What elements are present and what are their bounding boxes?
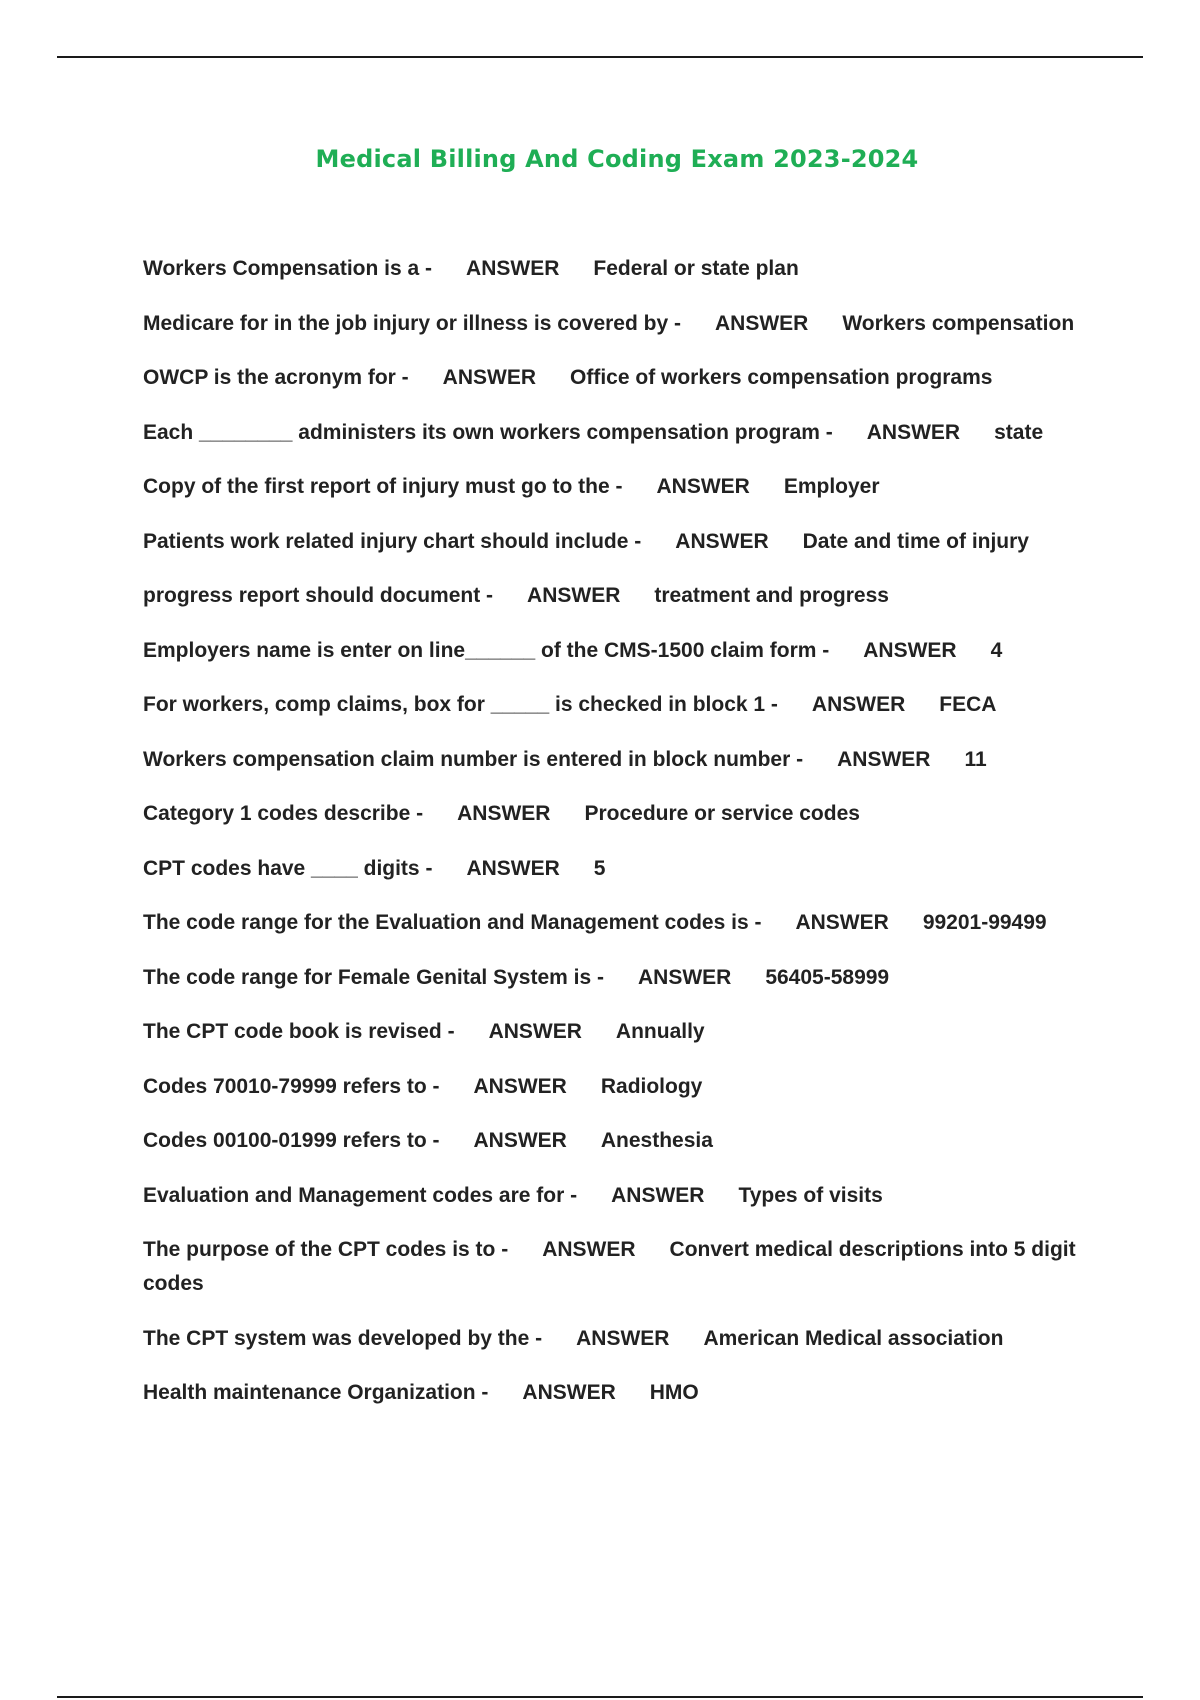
footer-rule	[57, 1696, 1143, 1698]
answer-label: ANSWER	[675, 529, 769, 553]
answer-label: ANSWER	[866, 420, 961, 444]
answer-label: ANSWER	[522, 1381, 616, 1404]
answer-text: Convert medical descriptions into 5 digit codes	[143, 1238, 1076, 1295]
answer-label: ANSWER	[527, 584, 621, 607]
answer-text: Annually	[615, 1020, 705, 1043]
answer-text: Federal or state plan	[593, 257, 799, 280]
answer-label: ANSWER	[637, 965, 732, 989]
answer-label: ANSWER	[863, 638, 957, 662]
question-text: The code range for the Evaluation and Management codes is -	[143, 911, 762, 934]
qa-item	[143, 1124, 1093, 1158]
qa-item	[143, 961, 1093, 995]
answer-label: ANSWER	[837, 747, 931, 771]
answer-label: ANSWER	[714, 311, 809, 335]
question-text: Employers name is enter on line______ of the CMS-1500 claim form -	[143, 638, 830, 662]
question-text: Codes 70010-79999 refers to -	[143, 1074, 440, 1098]
qa-item	[143, 1322, 1093, 1356]
answer-text: FECA	[939, 693, 997, 716]
answer-label: ANSWER	[656, 475, 750, 498]
answer-label: ANSWER	[442, 366, 537, 389]
answer-text: 56405-58999	[765, 965, 890, 989]
answer-label: ANSWER	[488, 1020, 582, 1043]
document-title: Medical Billing And Coding Exam 2023-2024	[315, 145, 919, 173]
qa-item	[143, 743, 1093, 777]
qa-item	[143, 307, 1093, 341]
qa-item	[143, 1233, 1093, 1301]
answer-text: treatment and progress	[654, 584, 889, 607]
qa-item	[143, 1015, 1093, 1049]
qa-item	[143, 579, 1093, 613]
qa-item	[143, 688, 1093, 722]
answer-text: 5	[593, 856, 606, 880]
answer-text: 4	[990, 638, 1003, 662]
answer-label: ANSWER	[466, 257, 560, 280]
question-text: The code range for Female Genital System is -	[143, 965, 604, 989]
question-text: The CPT system was developed by the -	[143, 1326, 543, 1350]
answer-label: ANSWER	[457, 802, 551, 825]
question-text: Category 1 codes describe -	[143, 802, 424, 825]
answer-text: Date and time of injury	[802, 529, 1029, 553]
answer-text: Types of visits	[738, 1183, 883, 1207]
question-text: Patients work related injury chart should include -	[143, 529, 642, 553]
answer-label: ANSWER	[611, 1183, 705, 1207]
question-text: Each ________ administers its own workers compensation program -	[143, 420, 833, 444]
question-text: Health maintenance Organization -	[143, 1381, 489, 1404]
answer-text: Office of workers compensation programs	[570, 366, 993, 389]
answer-label: ANSWER	[473, 1074, 567, 1098]
question-text: The purpose of the CPT codes is to -	[143, 1238, 509, 1261]
qa-item	[143, 416, 1093, 450]
question-text: Copy of the first report of injury must go to the -	[143, 475, 623, 498]
qa-item	[143, 1070, 1093, 1104]
question-text: OWCP is the acronym for -	[143, 366, 409, 389]
answer-label: ANSWER	[576, 1326, 670, 1350]
answer-label: ANSWER	[795, 911, 889, 934]
question-text: progress report should document -	[143, 584, 494, 607]
qa-item	[143, 797, 1093, 831]
question-text: Workers compensation claim number is entered in block number -	[143, 747, 804, 771]
qa-item	[143, 852, 1093, 886]
qa-list	[143, 252, 1093, 1431]
qa-item	[143, 1179, 1093, 1213]
answer-label: ANSWER	[473, 1129, 567, 1152]
question-text: For workers, comp claims, box for _____ is checked in block 1 -	[143, 693, 778, 716]
answer-label: ANSWER	[466, 856, 560, 880]
question-text: Codes 00100-01999 refers to -	[143, 1129, 440, 1152]
qa-item	[143, 634, 1093, 668]
question-text: Evaluation and Management codes are for -	[143, 1183, 578, 1207]
qa-item	[143, 1376, 1093, 1410]
question-text: Workers Compensation is a -	[143, 257, 433, 280]
question-text: CPT codes have ____ digits -	[143, 856, 433, 880]
question-text: The CPT code book is revised -	[143, 1020, 455, 1043]
answer-text: American Medical association	[703, 1326, 1004, 1350]
answer-text: Procedure or service codes	[584, 802, 860, 825]
question-text: Medicare for in the job injury or illness is covered by -	[143, 311, 681, 335]
answer-text: state	[994, 420, 1044, 444]
qa-item	[143, 361, 1093, 395]
answer-label: ANSWER	[811, 693, 906, 716]
answer-text: Radiology	[600, 1074, 703, 1098]
answer-text: Employer	[783, 475, 880, 498]
answer-text: 99201-99499	[922, 911, 1047, 934]
header-rule	[57, 56, 1143, 58]
answer-text: 11	[964, 747, 987, 771]
answer-label: ANSWER	[542, 1238, 636, 1261]
answer-text: HMO	[649, 1381, 699, 1404]
answer-text: Anesthesia	[600, 1129, 713, 1152]
qa-item	[143, 906, 1093, 940]
qa-item	[143, 525, 1093, 559]
qa-item	[143, 470, 1093, 504]
answer-text: Workers compensation	[842, 311, 1075, 335]
qa-item	[143, 252, 1093, 286]
